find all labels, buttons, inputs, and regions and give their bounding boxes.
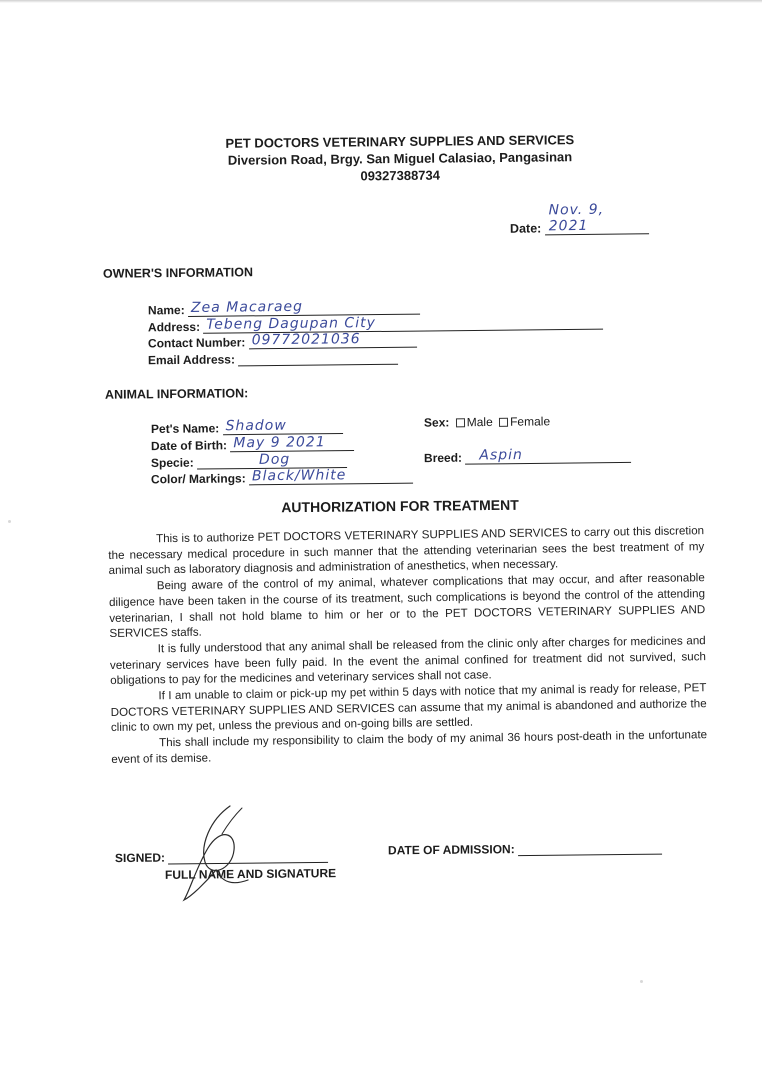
authorization-paragraph: If I am unable to claim or pick-up my pet within 5 days with notice that my animal is ready for release, PET DOCTORS VETERINARY SUPPLIES AND SERVICES can assume that my animal is abandoned and authorize the clinic to own my pet, unless the previous and on-going bills are settled. — [110, 681, 707, 735]
breed-label: Breed: — [423, 450, 463, 466]
owner-name-line[interactable] — [188, 298, 420, 317]
authorization-paragraph: This shall include my responsibility to claim the body of my animal 36 hours post-death in the unfortunate event of its demise. — [111, 728, 708, 766]
pet-name-value: Shadow — [225, 417, 287, 435]
sex-male-label: Male — [466, 414, 493, 430]
clinic-address: Diversion Road, Brgy. San Miguel Calasiao, Pangasinan — [227, 149, 573, 168]
color-value: Black/White — [251, 467, 347, 485]
admission-line[interactable] — [518, 841, 662, 857]
owner-name-value: Zea Macaraeg — [190, 298, 304, 316]
owner-contact-field — [147, 331, 417, 351]
sex-field — [424, 414, 550, 429]
authorization-body — [108, 523, 707, 767]
clinic-phone: 09327388734 — [360, 167, 441, 184]
date-label: Date: — [509, 221, 542, 236]
owner-address-field — [148, 316, 603, 335]
owner-heading: OWNER'S INFORMATION — [102, 265, 254, 281]
sex-female-label: Female — [509, 414, 551, 429]
owner-email-line[interactable] — [238, 351, 398, 367]
authorization-title: AUTHORIZATION FOR TREATMENT — [281, 496, 519, 516]
signed-label: SIGNED: — [114, 850, 166, 866]
color-label: Color/ Markings: — [150, 471, 246, 487]
dob-label: Date of Birth: — [150, 438, 228, 454]
authorization-paragraph: It is fully understood that any animal shall be released from the clinic only after charges for medicines and veterinary services have been fully paid. In the event the animal confined for treatment did not survived, such obligations to pay for the medicines and veterinary services shall not case. — [109, 634, 707, 688]
authorization-paragraph: Being aware of the control of my animal, whatever complications that may occur, and after reasonable diligence have been taken in the course of its treatment, such complications is beyond the control of the attending veterinarian, I shall not hold blame to him or her or to the PET DOCTORS VETERINARY SUPPLIES AND SERVICES staffs. — [108, 571, 706, 641]
owner-address-line[interactable] — [203, 316, 603, 334]
owner-name-label: Name: — [147, 303, 185, 318]
owner-name-field — [147, 298, 420, 318]
sex-female-checkbox[interactable] — [499, 418, 508, 427]
color-field — [150, 467, 413, 487]
color-line[interactable] — [249, 467, 413, 486]
owner-email-label: Email Address: — [147, 352, 235, 368]
owner-contact-label: Contact Number: — [147, 335, 246, 351]
breed-field — [424, 449, 631, 465]
specie-value: Dog — [258, 451, 291, 468]
owner-contact-line[interactable] — [249, 331, 417, 350]
admission-label: DATE OF ADMISSION: — [387, 842, 515, 858]
animal-heading: ANIMAL INFORMATION: — [104, 386, 249, 402]
admission-field — [388, 841, 662, 858]
signature-caption: FULL NAME AND SIGNATURE — [164, 866, 337, 882]
signature-scribble — [170, 800, 270, 910]
dob-value: May 9 2021 — [233, 434, 326, 452]
breed-value: Aspin — [479, 447, 523, 464]
pet-name-label: Pet's Name: — [150, 421, 220, 437]
owner-contact-value: 09772021036 — [251, 331, 361, 349]
authorization-paragraph: This is to authorize PET DOCTORS VETERINARY SUPPLIES AND SERVICES to carry out this discretion the necessary medical procedure in such manner that the attending veterinarian sees the best treatment of my animal such as laboratory diagnosis and administration of anesthetics, when necessary. — [108, 524, 705, 578]
scan-speck — [640, 980, 643, 983]
dob-line[interactable] — [230, 434, 354, 452]
scan-edge — [0, 0, 762, 3]
owner-address-value: Tebeng Dagupan City — [206, 314, 376, 333]
clinic-name: PET DOCTORS VETERINARY SUPPLIES AND SERVICES — [225, 132, 575, 151]
scan-speck — [8, 520, 11, 523]
specie-label: Specie: — [150, 455, 194, 471]
clinic-header — [190, 131, 611, 186]
date-field — [509, 201, 649, 236]
dob-field — [150, 434, 354, 454]
sex-male-checkbox[interactable] — [456, 419, 465, 428]
owner-address-label: Address: — [147, 319, 201, 335]
owner-email-field — [148, 351, 398, 368]
pet-name-line[interactable] — [222, 417, 342, 435]
date-value: Nov. 9, 2021 — [548, 201, 605, 235]
sex-label: Sex: — [423, 415, 450, 430]
date-line[interactable] — [545, 201, 649, 235]
breed-line[interactable] — [465, 449, 631, 465]
